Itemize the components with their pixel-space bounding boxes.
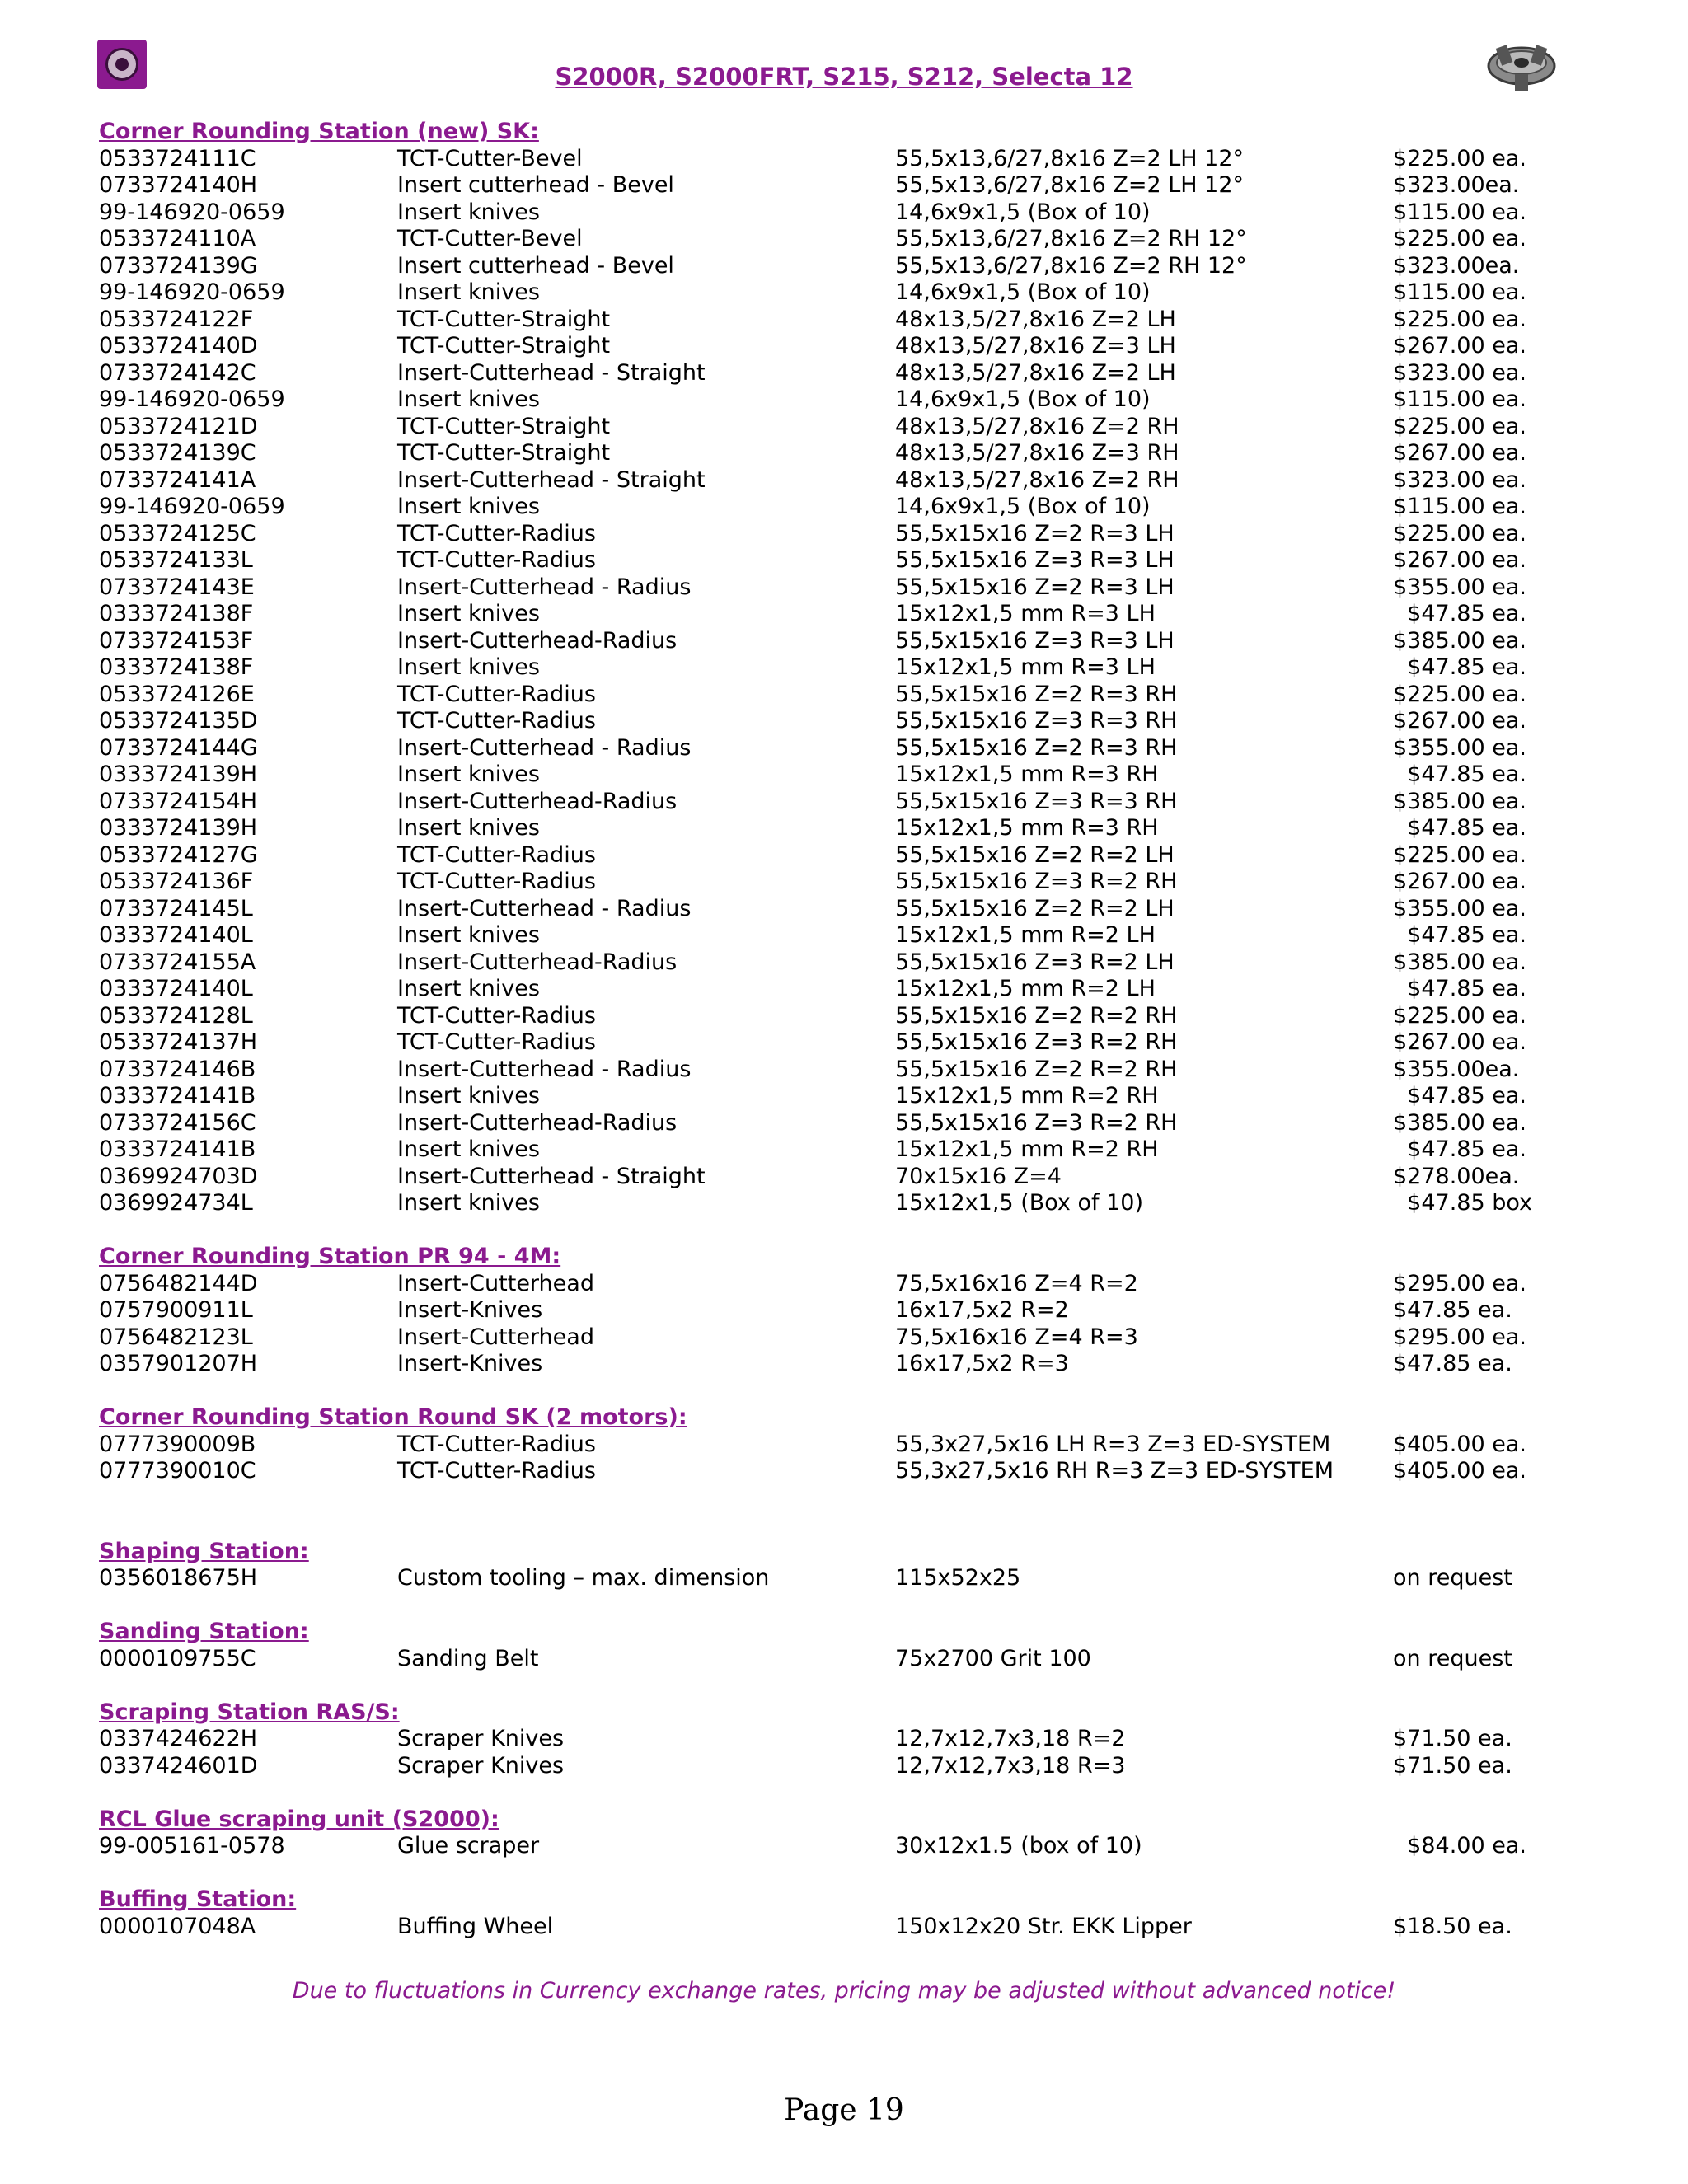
part-dimensions: 15x12x1,5 mm R=3 RH (895, 762, 1159, 787)
part-dimensions: 55,5x15x16 Z=2 R=3 RH (895, 734, 1178, 761)
part-row (99, 1753, 1582, 1780)
part-description: Insert-Cutterhead-Radius (397, 627, 678, 654)
currency-notice: Due to fluctuations in Currency exchange rates, pricing may be adjusted without advanced notice! (292, 1978, 1396, 2004)
part-dimensions: 55,3x27,5x16 RH R=3 Z=3 ED-SYSTEM (895, 1458, 1334, 1483)
part-dimensions: 16x17,5x2 R=3 (895, 1351, 1069, 1376)
section-spacer (99, 1378, 1582, 1405)
part-price: $355.00ea. (1393, 1056, 1520, 1082)
part-description: Buffing Wheel (397, 1913, 554, 1939)
part-row (99, 360, 1582, 387)
part-description: Insert-Cutterhead - Straight (397, 466, 706, 493)
part-row (99, 1297, 1582, 1324)
part-price: $84.00 ea. (1393, 1833, 1526, 1858)
part-dimensions: 55,5x15x16 Z=3 R=2 RH (895, 1109, 1178, 1136)
part-dimensions: 48x13,5/27,8x16 Z=3 LH (895, 333, 1176, 359)
part-description: TCT-Cutter-Radius (397, 841, 596, 868)
part-row (99, 1432, 1582, 1459)
part-price: $47.85 ea. (1393, 1297, 1512, 1323)
part-number: 0337424601D (99, 1752, 258, 1779)
part-number: 0533724135D (99, 708, 258, 733)
part-description: Insert-Cutterhead (397, 1270, 594, 1296)
part-row (99, 1271, 1582, 1298)
part-dimensions: 15x12x1,5 mm R=3 RH (895, 815, 1159, 841)
part-number: 0533724110A (99, 226, 256, 251)
part-dimensions: 55,5x15x16 Z=3 R=2 RH (895, 1029, 1178, 1055)
section-spacer (99, 1779, 1582, 1807)
part-row (99, 574, 1582, 602)
part-description: TCT-Cutter-Bevel (397, 226, 583, 251)
part-row (99, 815, 1582, 842)
section-title: Corner Rounding Station (new) SK: (99, 119, 539, 144)
part-price: $47.85 ea. (1393, 815, 1526, 841)
part-dimensions: 55,5x13,6/27,8x16 Z=2 RH 12° (895, 252, 1247, 279)
part-number: 0000107048A (99, 1913, 256, 1939)
part-number: 0533724122F (99, 306, 254, 332)
part-description: Insert knives (397, 494, 540, 519)
part-price: $225.00 ea. (1393, 681, 1526, 707)
part-price: on request (1393, 1565, 1512, 1591)
part-price: $267.00 ea. (1393, 708, 1526, 733)
section-spacer (99, 1592, 1582, 1619)
part-price: $225.00 ea. (1393, 1002, 1526, 1029)
part-row (99, 789, 1582, 816)
part-number: 0756482123L (99, 1324, 253, 1350)
section-title: Corner Rounding Station PR 94 - 4M: (99, 1244, 561, 1269)
part-row (99, 414, 1582, 441)
part-number: 99-146920-0659 (99, 199, 285, 225)
part-dimensions: 55,5x15x16 Z=2 R=3 LH (895, 520, 1175, 546)
part-dimensions: 55,5x13,6/27,8x16 Z=2 LH 12° (895, 172, 1245, 198)
part-dimensions: 48x13,5/27,8x16 Z=2 RH (895, 466, 1179, 493)
part-description: Insert knives (397, 1137, 540, 1162)
part-number: 0533724127G (99, 841, 258, 868)
part-number: 0333724141B (99, 1083, 256, 1108)
part-dimensions: 55,5x15x16 Z=3 R=3 LH (895, 627, 1175, 654)
part-dimensions: 55,5x15x16 Z=2 R=3 LH (895, 574, 1175, 600)
part-row (99, 601, 1582, 628)
part-description: TCT-Cutter-Radius (397, 520, 596, 546)
part-row (99, 1110, 1582, 1137)
part-description: Insert-Knives (397, 1351, 543, 1376)
part-description: TCT-Cutter-Radius (397, 1431, 596, 1457)
part-price: $47.85 ea. (1393, 1083, 1526, 1108)
part-number: 0733724140H (99, 172, 258, 198)
part-description: Insert-Cutterhead - Radius (397, 574, 692, 600)
part-row (99, 1565, 1582, 1592)
part-description: TCT-Cutter-Radius (397, 681, 596, 707)
document-title: S2000R, S2000FRT, S215, S212, Selecta 12 (555, 63, 1133, 91)
part-description: Insert cutterhead - Bevel (397, 172, 674, 198)
part-number: 0369924703D (99, 1163, 258, 1189)
part-number: 0733724156C (99, 1109, 256, 1136)
part-number: 0733724153F (99, 627, 254, 654)
part-row (99, 467, 1582, 494)
part-number: 0757900911L (99, 1297, 253, 1323)
part-dimensions: 14,6x9x1,5 (Box of 10) (895, 199, 1151, 225)
part-number: 0333724138F (99, 601, 254, 626)
part-number: 99-146920-0659 (99, 387, 285, 412)
section-title: Sanding Station: (99, 1619, 309, 1644)
part-description: Insert knives (397, 815, 540, 841)
part-description: TCT-Cutter-Radius (397, 547, 596, 573)
part-row (99, 708, 1582, 735)
part-dimensions: 70x15x16 Z=4 (895, 1163, 1062, 1189)
part-description: TCT-Cutter-Radius (397, 1458, 596, 1483)
part-number: 0733724139G (99, 252, 258, 279)
part-number: 99-005161-0578 (99, 1833, 285, 1858)
part-row (99, 896, 1582, 923)
part-row (99, 1833, 1582, 1860)
part-description: Insert knives (397, 1190, 540, 1216)
part-description: Insert-Cutterhead-Radius (397, 1109, 678, 1136)
part-description: TCT-Cutter-Straight (397, 306, 611, 332)
part-description: Insert knives (397, 976, 540, 1001)
section-spacer (99, 1860, 1582, 1887)
part-dimensions: 15x12x1,5 mm R=2 LH (895, 976, 1156, 1001)
part-row (99, 1164, 1582, 1191)
part-row (99, 1458, 1582, 1485)
part-description: Insert-Cutterhead - Radius (397, 895, 692, 921)
part-price: $225.00 ea. (1393, 145, 1526, 171)
part-dimensions: 55,5x15x16 Z=3 R=3 RH (895, 708, 1178, 733)
part-description: Insert knives (397, 601, 540, 626)
part-dimensions: 16x17,5x2 R=2 (895, 1297, 1069, 1323)
part-description: Insert-Cutterhead (397, 1324, 594, 1350)
part-dimensions: 75,5x16x16 Z=4 R=3 (895, 1324, 1138, 1350)
part-price: $71.50 ea. (1393, 1752, 1512, 1779)
part-row (99, 1190, 1582, 1217)
part-price: $225.00 ea. (1393, 520, 1526, 546)
part-row (99, 1029, 1582, 1057)
part-number: 0733724142C (99, 359, 256, 386)
part-number: 99-146920-0659 (99, 494, 285, 519)
part-price: $47.85 box (1393, 1190, 1533, 1216)
part-dimensions: 14,6x9x1,5 (Box of 10) (895, 494, 1151, 519)
part-row (99, 922, 1582, 949)
price-list (99, 119, 1582, 1940)
part-row (99, 494, 1582, 521)
part-row (99, 1137, 1582, 1164)
part-price: $385.00 ea. (1393, 788, 1526, 814)
part-row (99, 440, 1582, 467)
part-row (99, 307, 1582, 334)
part-price: $18.50 ea. (1393, 1913, 1512, 1939)
part-dimensions: 48x13,5/27,8x16 Z=2 RH (895, 413, 1179, 439)
part-number: 0733724155A (99, 949, 256, 975)
part-dimensions: 15x12x1,5 mm R=3 LH (895, 601, 1156, 626)
part-description: Insert cutterhead - Bevel (397, 252, 674, 279)
part-dimensions: 55,5x15x16 Z=3 R=3 RH (895, 788, 1178, 814)
part-number: 0333724141B (99, 1137, 256, 1162)
part-number: 0356018675H (99, 1565, 258, 1591)
part-description: Custom tooling – max. dimension (397, 1565, 770, 1591)
part-description: TCT-Cutter-Bevel (397, 145, 583, 171)
part-price: $295.00 ea. (1393, 1324, 1526, 1350)
part-dimensions: 55,5x15x16 Z=2 R=2 LH (895, 895, 1175, 921)
part-description: TCT-Cutter-Straight (397, 333, 611, 359)
page-number: Page 19 (784, 2093, 904, 2127)
part-row (99, 735, 1582, 762)
part-dimensions: 55,5x15x16 Z=2 R=2 RH (895, 1002, 1178, 1029)
section-spacer (99, 1217, 1582, 1244)
part-number: 0777390010C (99, 1458, 256, 1483)
part-description: TCT-Cutter-Straight (397, 413, 611, 439)
part-number: 0733724145L (99, 895, 253, 921)
part-dimensions: 15x12x1,5 mm R=2 RH (895, 1083, 1159, 1108)
part-dimensions: 55,5x15x16 Z=3 R=2 LH (895, 949, 1175, 975)
part-description: Insert-Cutterhead - Straight (397, 359, 706, 386)
part-price: $385.00 ea. (1393, 627, 1526, 654)
part-description: Insert-Cutterhead-Radius (397, 949, 678, 975)
part-row (99, 199, 1582, 227)
part-dimensions: 55,5x15x16 Z=3 R=2 RH (895, 869, 1178, 894)
part-price: $267.00 ea. (1393, 547, 1526, 573)
part-price: $278.00ea. (1393, 1163, 1520, 1189)
part-price: $47.85 ea. (1393, 1137, 1526, 1162)
part-price: $267.00 ea. (1393, 1029, 1526, 1055)
part-price: $47.85 ea. (1393, 762, 1526, 787)
part-description: Scraper Knives (397, 1726, 565, 1751)
part-row (99, 333, 1582, 360)
part-price: $47.85 ea. (1393, 601, 1526, 626)
section-title: Scraping Station RAS/S: (99, 1699, 400, 1725)
part-price: $323.00 ea. (1393, 359, 1526, 386)
part-description: Insert-Cutterhead - Radius (397, 1056, 692, 1082)
part-dimensions: 14,6x9x1,5 (Box of 10) (895, 279, 1151, 305)
part-number: 0533724121D (99, 413, 258, 439)
part-price: $47.85 ea. (1393, 654, 1526, 680)
part-price: $405.00 ea. (1393, 1458, 1526, 1483)
part-row (99, 682, 1582, 709)
part-description: Insert knives (397, 199, 540, 225)
part-row (99, 976, 1582, 1003)
part-row (99, 842, 1582, 869)
part-number: 0000109755C (99, 1645, 256, 1671)
part-row (99, 253, 1582, 280)
part-description: TCT-Cutter-Radius (397, 869, 596, 894)
part-dimensions: 48x13,5/27,8x16 Z=3 RH (895, 440, 1179, 466)
part-dimensions: 55,5x15x16 Z=3 R=3 LH (895, 547, 1175, 573)
part-price: $115.00 ea. (1393, 387, 1526, 412)
part-number: 0369924734L (99, 1190, 253, 1216)
part-number: 99-146920-0659 (99, 279, 285, 305)
part-price: $71.50 ea. (1393, 1726, 1512, 1751)
part-dimensions: 75x2700 Grit 100 (895, 1645, 1091, 1671)
part-price: $355.00 ea. (1393, 895, 1526, 921)
part-description: Insert-Cutterhead-Radius (397, 788, 678, 814)
part-dimensions: 55,5x13,6/27,8x16 Z=2 LH 12° (895, 145, 1245, 171)
part-row (99, 654, 1582, 682)
part-price: $47.85 ea. (1393, 922, 1526, 948)
part-number: 0337424622H (99, 1726, 258, 1751)
section-title: RCL Glue scraping unit (S2000): (99, 1806, 499, 1832)
part-price: $225.00 ea. (1393, 306, 1526, 332)
part-row (99, 226, 1582, 253)
part-price: $267.00 ea. (1393, 440, 1526, 466)
part-description: Insert-Knives (397, 1297, 543, 1323)
part-row (99, 172, 1582, 199)
part-dimensions: 75,5x16x16 Z=4 R=2 (895, 1270, 1138, 1296)
part-number: 0756482144D (99, 1270, 258, 1296)
part-row (99, 628, 1582, 655)
part-description: Scraper Knives (397, 1752, 565, 1779)
part-price: $355.00 ea. (1393, 734, 1526, 761)
part-dimensions: 12,7x12,7x3,18 R=3 (895, 1752, 1126, 1779)
part-number: 0533724128L (99, 1002, 253, 1029)
part-number: 0533724136F (99, 869, 254, 894)
part-description: TCT-Cutter-Radius (397, 1029, 596, 1055)
part-description: TCT-Cutter-Radius (397, 1002, 596, 1029)
part-number: 0733724154H (99, 788, 258, 814)
part-row (99, 1324, 1582, 1352)
part-row (99, 1083, 1582, 1110)
part-price: $267.00 ea. (1393, 869, 1526, 894)
part-price: $47.85 ea. (1393, 1351, 1512, 1376)
part-dimensions: 12,7x12,7x3,18 R=2 (895, 1726, 1126, 1751)
section-title: Shaping Station: (99, 1538, 309, 1564)
part-number: 0533724126E (99, 681, 255, 707)
part-number: 0533724133L (99, 547, 253, 573)
section-title: Buffing Station: (99, 1886, 297, 1912)
part-row (99, 1726, 1582, 1753)
part-number: 0777390009B (99, 1431, 256, 1457)
part-price: $405.00 ea. (1393, 1431, 1526, 1457)
part-price: $225.00 ea. (1393, 226, 1526, 251)
section-title: Corner Rounding Station Round SK (2 motors): (99, 1404, 687, 1430)
part-description: Glue scraper (397, 1833, 540, 1858)
part-price: on request (1393, 1645, 1512, 1671)
part-number: 0533724111C (99, 145, 256, 171)
part-description: Insert knives (397, 762, 540, 787)
part-row (99, 1351, 1582, 1378)
part-dimensions: 150x12x20 Str. EKK Lipper (895, 1913, 1192, 1939)
part-price: $385.00 ea. (1393, 949, 1526, 975)
part-price: $267.00 ea. (1393, 333, 1526, 359)
part-number: 0533724137H (99, 1029, 258, 1055)
part-price: $355.00 ea. (1393, 574, 1526, 600)
part-row (99, 1914, 1582, 1941)
part-dimensions: 15x12x1,5 (Box of 10) (895, 1190, 1143, 1216)
part-number: 0357901207H (99, 1351, 258, 1376)
part-row (99, 279, 1582, 307)
part-row (99, 869, 1582, 896)
part-row (99, 146, 1582, 173)
part-row (99, 521, 1582, 548)
part-row (99, 1646, 1582, 1673)
part-dimensions: 55,3x27,5x16 LH R=3 Z=3 ED-SYSTEM (895, 1431, 1331, 1457)
part-number: 0733724141A (99, 466, 256, 493)
part-number: 0333724139H (99, 815, 258, 841)
part-row (99, 1057, 1582, 1084)
section-spacer (99, 1672, 1582, 1699)
part-dimensions: 30x12x1.5 (box of 10) (895, 1833, 1142, 1858)
part-description: Insert-Cutterhead - Radius (397, 734, 692, 761)
part-number: 0733724146B (99, 1056, 256, 1082)
part-dimensions: 14,6x9x1,5 (Box of 10) (895, 387, 1151, 412)
part-number: 0333724139H (99, 762, 258, 787)
part-number: 0533724140D (99, 333, 258, 359)
part-price: $115.00 ea. (1393, 494, 1526, 519)
part-row (99, 387, 1582, 414)
part-dimensions: 55,5x15x16 Z=2 R=2 LH (895, 841, 1175, 868)
part-dimensions: 48x13,5/27,8x16 Z=2 LH (895, 359, 1176, 386)
part-description: Insert knives (397, 279, 540, 305)
part-description: TCT-Cutter-Radius (397, 708, 596, 733)
part-number: 0533724139C (99, 440, 256, 466)
part-dimensions: 15x12x1,5 mm R=2 LH (895, 922, 1156, 948)
part-dimensions: 115x52x25 (895, 1565, 1021, 1591)
part-row (99, 949, 1582, 977)
part-price: $115.00 ea. (1393, 199, 1526, 225)
part-price: $385.00 ea. (1393, 1109, 1526, 1136)
part-dimensions: 15x12x1,5 mm R=2 RH (895, 1137, 1159, 1162)
part-number: 0333724140L (99, 976, 253, 1001)
part-number: 0533724125C (99, 520, 256, 546)
part-number: 0333724140L (99, 922, 253, 948)
part-description: Insert knives (397, 1083, 540, 1108)
part-description: Insert knives (397, 922, 540, 948)
part-description: Insert knives (397, 654, 540, 680)
part-price: $47.85 ea. (1393, 976, 1526, 1001)
part-dimensions: 55,5x15x16 Z=2 R=3 RH (895, 681, 1178, 707)
part-dimensions: 55,5x15x16 Z=2 R=2 RH (895, 1056, 1178, 1082)
part-price: $323.00 ea. (1393, 466, 1526, 493)
part-price: $295.00 ea. (1393, 1270, 1526, 1296)
part-description: Sanding Belt (397, 1645, 539, 1671)
part-dimensions: 15x12x1,5 mm R=3 LH (895, 654, 1156, 680)
part-description: TCT-Cutter-Straight (397, 440, 611, 466)
section-spacer (99, 1485, 1582, 1539)
part-price: $225.00 ea. (1393, 841, 1526, 868)
part-price: $225.00 ea. (1393, 413, 1526, 439)
part-number: 0333724138F (99, 654, 254, 680)
part-row (99, 762, 1582, 789)
part-dimensions: 55,5x13,6/27,8x16 Z=2 RH 12° (895, 226, 1247, 251)
part-dimensions: 48x13,5/27,8x16 Z=2 LH (895, 306, 1176, 332)
part-price: $115.00 ea. (1393, 279, 1526, 305)
part-number: 0733724144G (99, 734, 258, 761)
part-row (99, 1003, 1582, 1030)
part-description: Insert knives (397, 387, 540, 412)
part-row (99, 547, 1582, 574)
part-price: $323.00ea. (1393, 252, 1520, 279)
part-price: $323.00ea. (1393, 172, 1520, 198)
part-number: 0733724143E (99, 574, 255, 600)
part-description: Insert-Cutterhead - Straight (397, 1163, 706, 1189)
